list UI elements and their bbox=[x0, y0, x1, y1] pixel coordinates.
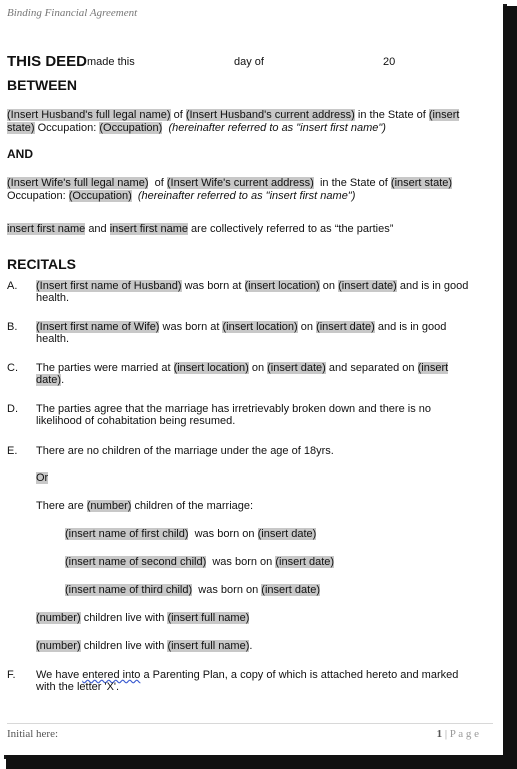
text: . bbox=[249, 640, 253, 652]
parties-line bbox=[7, 223, 493, 235]
text: with the letter 'X'. bbox=[36, 681, 120, 693]
wife-name-field: (Insert Wife's full legal name) bbox=[7, 177, 149, 189]
separation-date-field-cont: date) bbox=[36, 374, 62, 386]
wife-state-field: (insert state) bbox=[390, 177, 453, 189]
wife-address-field: (Insert Wife's current address) bbox=[166, 177, 314, 189]
text: and is in good bbox=[399, 280, 469, 292]
live-full-name-field: (insert full name) bbox=[167, 612, 250, 624]
of-text: of bbox=[154, 177, 164, 189]
text: children of the marriage: bbox=[134, 500, 254, 512]
live-full-name-field: (insert full name) bbox=[167, 640, 250, 652]
deed-made-text: made this bbox=[87, 56, 135, 68]
live-number-field: (number) bbox=[36, 612, 81, 624]
occupation-label: Occupation: bbox=[37, 122, 97, 134]
text: likelihood of cohabitation being resumed. bbox=[36, 415, 236, 427]
text: on bbox=[300, 321, 313, 333]
deed-year-text: 20 bbox=[383, 56, 396, 68]
child3-name-field: (insert name of third child) bbox=[65, 584, 193, 596]
child2-line bbox=[65, 556, 334, 568]
text: and separated on bbox=[328, 362, 415, 374]
text: We have bbox=[36, 669, 80, 681]
child1-name-field: (insert name of first child) bbox=[65, 528, 189, 540]
husband-birth-date-field: (insert date) bbox=[338, 280, 397, 292]
live-with-line-2 bbox=[36, 640, 252, 652]
page-number bbox=[437, 728, 479, 740]
party2-line2 bbox=[7, 190, 493, 202]
wife-occupation-field: (Occupation) bbox=[68, 190, 132, 202]
husband-state-field-cont: state) bbox=[7, 122, 35, 134]
child1-date-field: (insert date) bbox=[257, 528, 317, 540]
text: was born on bbox=[212, 556, 273, 568]
husband-name-field: (Insert Husband's full legal name) bbox=[7, 109, 171, 121]
parties-rest-text: are collectively referred to as “the parties” bbox=[191, 223, 394, 235]
wife-referred-text: (hereinafter referred to as "insert first name") bbox=[137, 190, 356, 202]
text: a Parenting Plan, a copy of which is attached hereto and marked bbox=[143, 669, 459, 681]
recital-letter: A. bbox=[7, 280, 18, 292]
marriage-date-field: (insert date) bbox=[267, 362, 326, 374]
text: was born at bbox=[184, 280, 242, 292]
husband-occupation-field: (Occupation) bbox=[99, 122, 163, 134]
wife-birth-date-field: (insert date) bbox=[316, 321, 375, 333]
wife-first-name-field: (Insert first name of Wife) bbox=[36, 321, 160, 333]
child1-line bbox=[65, 528, 316, 540]
text: on bbox=[251, 362, 265, 374]
of-text: of bbox=[173, 109, 183, 121]
text: There are no children of the marriage under the age of 18yrs. bbox=[36, 445, 334, 457]
husband-state-field: (insert bbox=[428, 109, 460, 121]
child2-name-field: (insert name of second child) bbox=[65, 556, 207, 568]
text: . bbox=[61, 374, 65, 386]
and-heading: AND bbox=[7, 147, 33, 161]
text: health. bbox=[36, 292, 70, 304]
marriage-location-field: (insert location) bbox=[173, 362, 249, 374]
text: was born on bbox=[198, 584, 259, 596]
and-text: and bbox=[88, 223, 107, 235]
or-field: Or bbox=[36, 472, 49, 484]
husband-first-name-field: (Insert first name of Husband) bbox=[36, 280, 182, 292]
text: and is in good bbox=[377, 321, 447, 333]
text: children live with bbox=[83, 640, 165, 652]
recital-letter: B. bbox=[7, 321, 18, 333]
state-label: in the State of bbox=[319, 177, 388, 189]
recitals-heading: RECITALS bbox=[7, 256, 76, 272]
husband-birth-location-field: (insert location) bbox=[244, 280, 320, 292]
live-with-line-1 bbox=[36, 612, 249, 624]
grammar-flag-text: entered into bbox=[82, 669, 141, 681]
between-heading: BETWEEN bbox=[7, 77, 77, 93]
text: The parties were married at bbox=[36, 362, 171, 374]
recital-letter: F. bbox=[7, 669, 16, 681]
text: children live with bbox=[83, 612, 165, 624]
separation-date-field: (insert bbox=[417, 362, 449, 374]
child3-date-field: (insert date) bbox=[261, 584, 320, 596]
party1-first-name-field: insert first name bbox=[7, 223, 86, 235]
party2-first-name-field: insert first name bbox=[109, 223, 188, 235]
children-count-line bbox=[36, 500, 253, 512]
recital-letter: D. bbox=[7, 403, 18, 415]
party1-line1 bbox=[7, 109, 493, 121]
footer-divider bbox=[7, 723, 493, 724]
deed-title: THIS DEED bbox=[7, 53, 88, 70]
recital-letter: C. bbox=[7, 362, 18, 374]
page-number-value: 1 bbox=[436, 728, 443, 740]
party1-line2 bbox=[7, 122, 493, 134]
page-word: P a g e bbox=[449, 728, 479, 740]
deed-line bbox=[7, 53, 497, 71]
party2-line1 bbox=[7, 177, 493, 189]
page-shadow-right bbox=[503, 6, 517, 769]
text: was born at bbox=[162, 321, 220, 333]
text: The parties agree that the marriage has irretrievably broken down and there is no bbox=[36, 403, 431, 415]
child2-date-field: (insert date) bbox=[275, 556, 335, 568]
or-line bbox=[36, 472, 48, 484]
text: was born on bbox=[194, 528, 255, 540]
children-number-field: (number) bbox=[86, 500, 132, 512]
recital-letter: E. bbox=[7, 445, 18, 457]
deed-day-text: day of bbox=[234, 56, 264, 68]
text: There are bbox=[36, 500, 84, 512]
text: health. bbox=[36, 333, 70, 345]
state-label: in the State of bbox=[357, 109, 426, 121]
document-header: Binding Financial Agreement bbox=[7, 7, 138, 19]
husband-referred-text: (hereinafter referred to as "insert first name") bbox=[168, 122, 386, 134]
page-separator: | bbox=[444, 728, 448, 740]
page-shadow-bottom bbox=[6, 755, 517, 769]
husband-address-field: (Insert Husband's current address) bbox=[185, 109, 355, 121]
text: on bbox=[322, 280, 336, 292]
child3-line bbox=[65, 584, 320, 596]
live-number-field: (number) bbox=[36, 640, 81, 652]
occupation-label: Occupation: bbox=[7, 190, 66, 202]
initial-here-label: Initial here: bbox=[7, 728, 59, 740]
wife-birth-location-field: (insert location) bbox=[222, 321, 298, 333]
